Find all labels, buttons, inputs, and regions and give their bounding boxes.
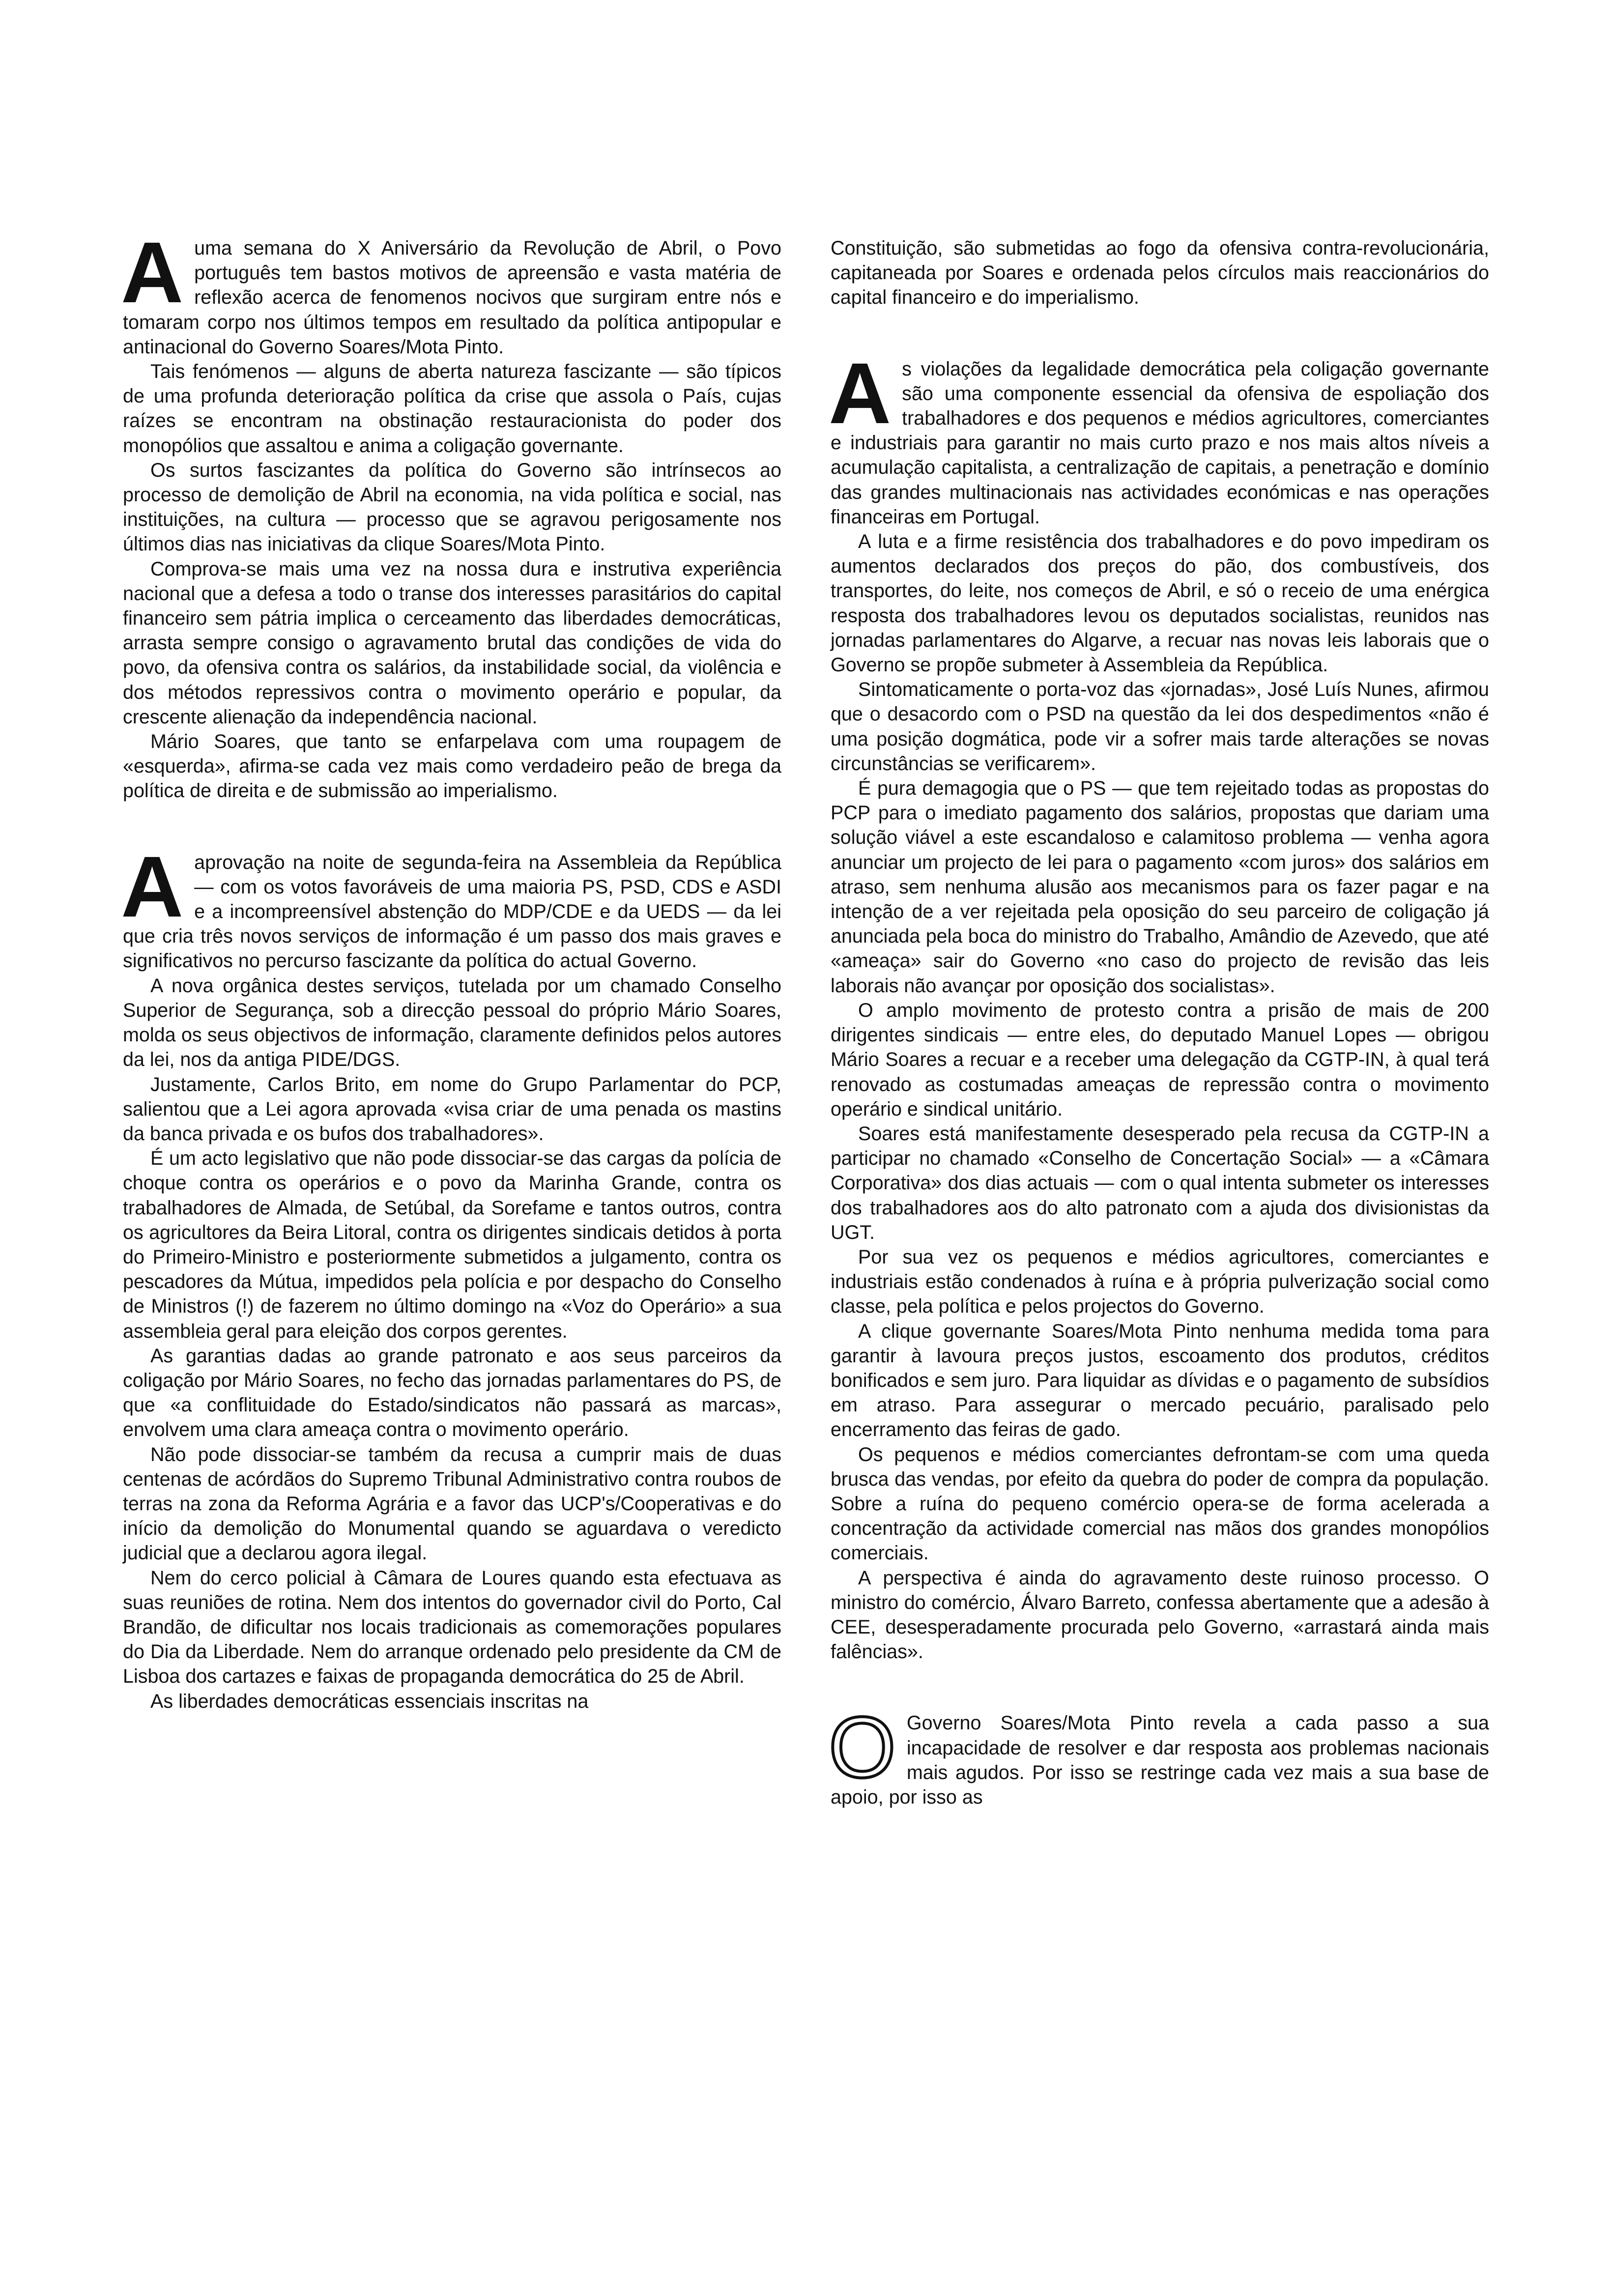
paragraph: As garantias dadas ao grande patronato e aos seus parceiros da coligação por Mário Soares, no fecho das jornadas parlamentares do PS, de que «a conflituidade do Estado/sindicatos não passará as marcas», envolvem uma clara ameaça contra o movimento operário. [123, 1345, 781, 1441]
paragraph: A clique governante Soares/Mota Pinto nenhuma medida toma para garantir à lavoura preços justos, escoamento dos produtos, créditos bonificados e sem juro. Para liquidar as dívidas e o pagamento de subsídios em atraso. Para assegurar o mercado pecuário, paralisado pelo encerramento das feiras de gado. [831, 1320, 1489, 1441]
article-section-1 [121, 225, 781, 804]
paragraph: A nova orgânica destes serviços, tutelada por um chamado Conselho Superior de Segurança, sob a direcção pessoal do próprio Mário Soares, molda os seus objectivos de informação, claramente definidos pelos autores da lei, nos da antiga PIDE/DGS. [123, 975, 781, 1071]
paragraph: Os pequenos e médios comerciantes defrontam-se com uma queda brusca das vendas, por efeito da quebra do poder de compra da população. Sobre a ruína do pequeno comércio opera-se de forma acelerada a concentração da actividade comercial nas mãos dos grandes monopólios comerciais. [831, 1443, 1489, 1564]
paragraph: As liberdades democráticas essenciais inscritas na [150, 1690, 589, 1712]
drop-cap: A [829, 345, 892, 442]
article-section-3 [829, 345, 1489, 1665]
paragraph: Comprova-se mais uma vez na nossa dura e instrutiva experiência nacional que a defesa a todo o transe dos interesses parasitários do capital financeiro sem pátria implica o cerceamento das liberdades democráticas, arrasta sempre consigo o agravamento brutal das condições de vida do povo, da ofensiva contra os salários, da instabilidade social, da violência e dos métodos repressivos contra o movimento operário e popular, da crescente alienação da independência nacional. [123, 558, 781, 728]
left-column [121, 225, 781, 1714]
paragraph: Os surtos fascizantes da política do Governo são intrínsecos ao processo de demolição de Abril na economia, na vida política e social, nas instituições, na cultura — processo que se agravou perigosamente nos últimos dias nas iniciativas da clique Soares/Mota Pinto. [123, 459, 781, 555]
paragraph: Justamente, Carlos Brito, em nome do Grupo Parlamentar do PCP, salientou que a Lei agora aprovada «visa criar de uma penada os mastins da banca privada e os bufos dos trabalhadores». [123, 1073, 781, 1145]
paragraph: Mário Soares, que tanto se enfarpelava com uma roupagem de «esquerda», afirma-se cada vez mais como verdadeiro peão de brega da política de direita e de submissão ao imperialismo. [123, 731, 781, 802]
drop-cap: O [829, 1699, 896, 1796]
paragraph: Constituição, são submetidas ao fogo da ofensiva contra-revolucionária, capitaneada por Soares e ordenada pelos círculos mais reaccionários do capital financeiro e do imperialismo. [831, 237, 1489, 309]
article-section-2 [121, 838, 781, 1714]
paragraph: Soares está manifestamente desesperado pela recusa da CGTP-IN a participar no chamado «Conselho de Concertação Social» — a «Câmara Corporativa» dos dias actuais — com o qual intenta submeter os interesses dos trabalhadores aos do alto patronato com a ajuda dos divisionistas da UGT. [831, 1122, 1489, 1243]
paragraph: É um acto legislativo que não pode dissociar-se das cargas da polícia de choque contra os operários e o povo da Marinha Grande, contra os trabalhadores de Almada, de Setúbal, da Sorefame e tantos outros, contra os agricultores da Beira Litoral, contra os dirigentes sindicais detidos à porta do Primeiro-Ministro e posteriormente submetidos a julgamento, contra os pescadores da Mútua, impedidos pela polícia e por despacho do Conselho de Ministros (!) de fazerem no último domingo na «Voz do Operário» a sua assembleia geral para eleição dos corpos gerentes. [123, 1148, 781, 1342]
paragraph: Governo Soares/Mota Pinto revela a cada passo a sua incapacidade de resolver e dar resposta aos problemas nacionais mais agudos. Por isso se restringe cada vez mais a sua base de apoio, por isso as [831, 1712, 1489, 1808]
paragraph: uma semana do X Aniversário da Revolução de Abril, o Povo português tem bastos motivos de apreensão e vasta matéria de reflexão acerca de fenomenos nocivos que surgiram entre nós e tomaram corpo nos últimos tempos em resultado da política antipopular e antinacional do Governo Soares/Mota Pinto. [123, 237, 781, 358]
paragraph: É pura demagogia que o PS — que tem rejeitado todas as propostas do PCP para o imediato pagamento dos salários, propostas que dariam uma solução viável a este escandaloso e calamitoso problema — venha agora anunciar um projecto de lei para o pagamento «com juros» dos salários em atraso, sem nenhuma alusão aos mecanismos para os fazer pagar e na intenção de a ver rejeitada pela oposição do seu parceiro de coligação já anunciada pela boca do ministro do Trabalho, Amândio de Azevedo, que até «ameaça» sair do Governo «no caso do projecto de revisão das leis laborais não avançar por oposição dos socialistas». [831, 777, 1489, 997]
paragraph: Sintomaticamente o porta-voz das «jornadas», José Luís Nunes, afirmou que o desacordo com o PSD na questão da lei dos despedimentos «não é uma posição dogmática, pode vir a sofrer mais tarde alterações se novas circunstâncias se verificarem». [831, 679, 1489, 775]
drop-cap: A [121, 225, 184, 321]
paragraph: A perspectiva é ainda do agravamento deste ruinoso processo. O ministro do comércio, Álvaro Barreto, confessa abertamente que a adesão à CEE, desesperadamente procurada pelo Governo, «arrastará ainda mais falências». [831, 1567, 1489, 1663]
right-column [831, 236, 1489, 1809]
paragraph: Tais fenómenos — alguns de aberta natureza fascizante — são típicos de uma profunda deterioração política da crise que assola o País, cujas raízes se encontram na obstinação restauracionista do poder dos monopólios que assaltou e anima a coligação governante. [123, 361, 781, 457]
paragraph: aprovação na noite de segunda-feira na Assembleia da República — com os votos favoráveis de uma maioria PS, PSD, CDS e ASDI e a incompreensível abstenção do MDP/CDE e da UEDS — da lei que cria três novos serviços de informação é um passo dos mais graves e significativos no percurso fascizante da política do actual Governo. [123, 851, 781, 972]
drop-cap: A [121, 838, 184, 935]
paragraph: Não pode dissociar-se também da recusa a cumprir mais de duas centenas de acórdãos do Supremo Tribunal Administrativo contra roubos de terras na zona da Reforma Agrária e a favor das UCP's/Cooperativas e do início da demolição do Monumental quando se aguardava o veredicto judicial que a declarou agora ilegal. [123, 1443, 781, 1564]
paragraph: Por sua vez os pequenos e médios agricultores, comerciantes e industriais estão condenados à ruína e à própria pulverização social como classe, pela política e pelos projectos do Governo. [831, 1246, 1489, 1318]
paragraph: A luta e a firme resistência dos trabalhadores e do povo impediram os aumentos declarados dos preços do pão, dos combustíveis, dos transportes, do leite, nos começos de Abril, e só o receio de uma enérgica resposta dos trabalhadores levou os deputados socialistas, reunidos nas jornadas parlamentares do Algarve, a recuar nas novas leis laborais que o Governo se propõe submeter à Assembleia da República. [831, 531, 1489, 676]
paragraph: O amplo movimento de protesto contra a prisão de mais de 200 dirigentes sindicais — entre eles, do deputado Manuel Lopes — obrigou Mário Soares a recuar e a receber uma delegação da CGTP-IN, à qual terá renovado as costumadas ameaças de repressão contra o movimento operário e sindical unitário. [831, 999, 1489, 1120]
article-continuation [831, 236, 1489, 310]
article-section-4 [829, 1699, 1489, 1809]
paragraph: s violações da legalidade democrática pela coligação governante são uma componente essencial da ofensiva de espoliação dos trabalhadores e dos pequenos e médios agricultores, comerciantes e industriais para garantir no mais curto prazo e nos mais altos níveis a acumulação capitalista, a centralização de capitais, a penetração e domínio das grandes multinacionais nas actividades económicas e nas operações financeiras em Portugal. [831, 358, 1489, 528]
paragraph: Nem do cerco policial à Câmara de Loures quando esta efectuava as suas reuniões de rotina. Nem dos intentos do governador civil do Porto, Cal Brandão, de dificultar nos locais tradicionais as comemorações populares do Dia da Liberdade. Nem do arranque ordenado pelo presidente da CM de Lisboa dos cartazes e faixas de propaganda democrática do 25 de Abril. [123, 1567, 781, 1688]
